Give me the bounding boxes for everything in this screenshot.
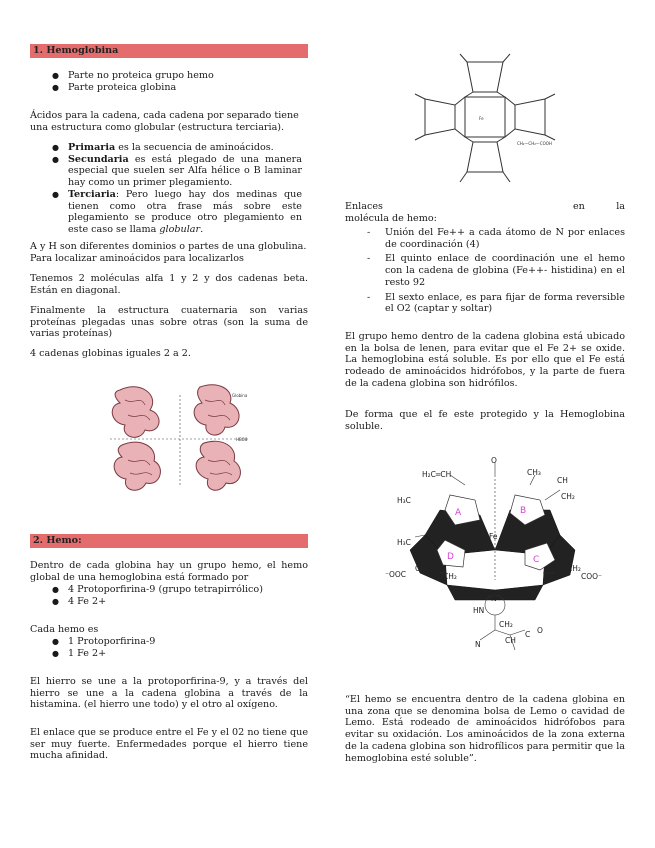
bonds-list [345, 227, 625, 318]
vinyl-label: H₂C═CH [422, 470, 452, 479]
o-label: O [537, 626, 543, 635]
enlaces-line: Enlaces en la [345, 201, 625, 212]
methyl-left-label: H₃C [397, 496, 411, 505]
ring-c-label: C [533, 555, 540, 565]
chains-equal-paragraph: 4 cadenas globinas iguales 2 a 2. [30, 348, 191, 359]
iron-binding-paragraph: El hierro se une a la protoporfirina-9, y a través del hierro se une a la cadena globina a través de la histamina. (el hierro une todo) y el otro al oxígeno. [30, 676, 308, 711]
list-item: ● 1 Fe 2+ [30, 648, 308, 660]
ring-d-label: D [447, 552, 454, 562]
ch2-right-label: CH₂ [561, 492, 575, 501]
intro-paragraph: Ácidos para la cadena, cada cadena por separado tiene una estructura como globular (estructura terciaria). [30, 110, 299, 133]
section-header-hemoglobina: 1. Hemoglobina [30, 44, 308, 58]
list-item: - El quinto enlace de coordinación une el hemo con la cadena de globina (Fe++- histidina) en el resto 92 [345, 253, 625, 288]
globina-label: Globina [232, 393, 248, 398]
protected-paragraph: De forma que el fe este protegido y la Hemoglobina soluble. [345, 409, 625, 432]
list-item: - El sexto enlace, es para fijar de forma reversible el O2 (captar y soltar) [345, 292, 625, 315]
ch2-right2-label: CH₂ [545, 572, 559, 581]
domains-paragraph: A y H son diferentes dominios o partes de una globulina. Para localizar aminoácidos para localizarlos [30, 241, 307, 264]
hemo-intro-paragraph: Dentro de cada globina hay un grupo hemo, el hemo global de una hemoglobina está formado por [30, 560, 308, 583]
structure-list [30, 142, 302, 236]
hn-label: HN [473, 606, 485, 615]
hemo-global-list [30, 584, 308, 607]
ch2-bottom-label: CH₂ [499, 620, 513, 629]
enlaces-subtitle: molécula de hemo: [345, 213, 437, 224]
ring-b-label: B [520, 506, 527, 516]
methyl-top-label: CH₃ [527, 468, 541, 477]
c-label: C [525, 630, 531, 639]
cada-hemo-paragraph: Cada hemo es [30, 624, 99, 635]
hemoglobin-tetramer-figure [100, 375, 260, 500]
ch2-left2-label: CH₂ [443, 572, 457, 581]
fe-center-label: Fe [489, 532, 498, 541]
n-label: N [491, 594, 497, 603]
nh-label: N [475, 640, 481, 649]
ch-label: CH [505, 636, 516, 645]
methyl-left2-label: H₃C [397, 538, 411, 547]
fe-label: Fe [479, 116, 484, 121]
heme-group-figure [385, 455, 605, 670]
hbo8-label: HBO8 [236, 437, 248, 442]
list-item: ● 4 Protoporfirina-9 (grupo tetrapirrólico) [30, 584, 308, 596]
list-item: ● Secundaria es está plegado de una manera especial que suelen ser Alfa hélice o B laminar hay como un primer plegamiento. [30, 154, 302, 189]
list-item: - Unión del Fe++ a cada átomo de N por enlaces de coordinación (4) [345, 227, 625, 250]
ring-a-label: A [455, 508, 462, 518]
lemo-pocket-paragraph: El grupo hemo dentro de la cadena globina está ubicado en la bolsa de lenen, para evitar que el Fe 2+ se oxide. La hemoglobina está soluble. Es por ello que el Fe está rodeado de aminoácidos hidrófobos, y la parte de fuera de la cadena globina son hidrófilos. [345, 331, 625, 389]
list-item: ● Parte proteica globina [30, 82, 308, 94]
porphyrin-structure-figure [405, 52, 565, 192]
list-item: ● 1 Protoporfirina-9 [30, 636, 308, 648]
list-item: ● Terciaria: Pero luego hay dos medinas que tienen como otra frase más sobre este plegamiento se produce otro plegamiento en este caso se llama globular. [30, 189, 302, 236]
ch2-left-label: CH₂ [415, 564, 429, 573]
fe-o2-paragraph: El enlace que se produce entre el Fe y el 02 no tiene que ser muy fuerte. Enfermedades porque el hierro tiene mucha afinidad. [30, 727, 308, 762]
o-top-label: O [491, 456, 497, 465]
quote-paragraph: “El hemo se encuentra dentro de la cadena globina en una zona que se denomina bolsa de Lemo o cavidad de Lemo. Está rodeado de aminoácidos hidrófobos para evitar su oxidación. Los aminoácidos de la zona externa de la cadena globina son hidrofílicos para permitir que la hemoglobina esté soluble”. [345, 694, 625, 764]
chains-paragraph: Tenemos 2 moléculas alfa 1 y 2 y dos cadenas beta. Están en diagonal. [30, 273, 308, 296]
vinyl-right-label: CH [557, 476, 568, 485]
section-header-hemo: 2. Hemo: [30, 534, 308, 548]
term-primaria: Primaria [68, 142, 116, 153]
side-chain-label: CH₂—CH₂—COOH [517, 141, 552, 146]
list-item: ● 4 Fe 2+ [30, 596, 308, 608]
carboxyl-right-label: COO⁻ [581, 572, 603, 581]
carboxyl-left-label: ⁻OOC [385, 570, 407, 579]
hemo-each-list [30, 636, 308, 659]
quaternary-paragraph: Finalmente la estructura cuaternaria son varias proteínas plegadas unas sobre otras (son la suma de varias proteínas) [30, 305, 308, 340]
term-secundaria: Secundaria [68, 153, 129, 165]
term-terciaria: Terciaria [68, 188, 116, 200]
list-item: ● Primaria es la secuencia de aminoácidos. [30, 142, 302, 154]
hemoglobin-parts-list [30, 70, 308, 93]
ch2-right3-label: CH₂ [567, 564, 581, 573]
list-item: ● Parte no proteica grupo hemo [30, 70, 308, 82]
